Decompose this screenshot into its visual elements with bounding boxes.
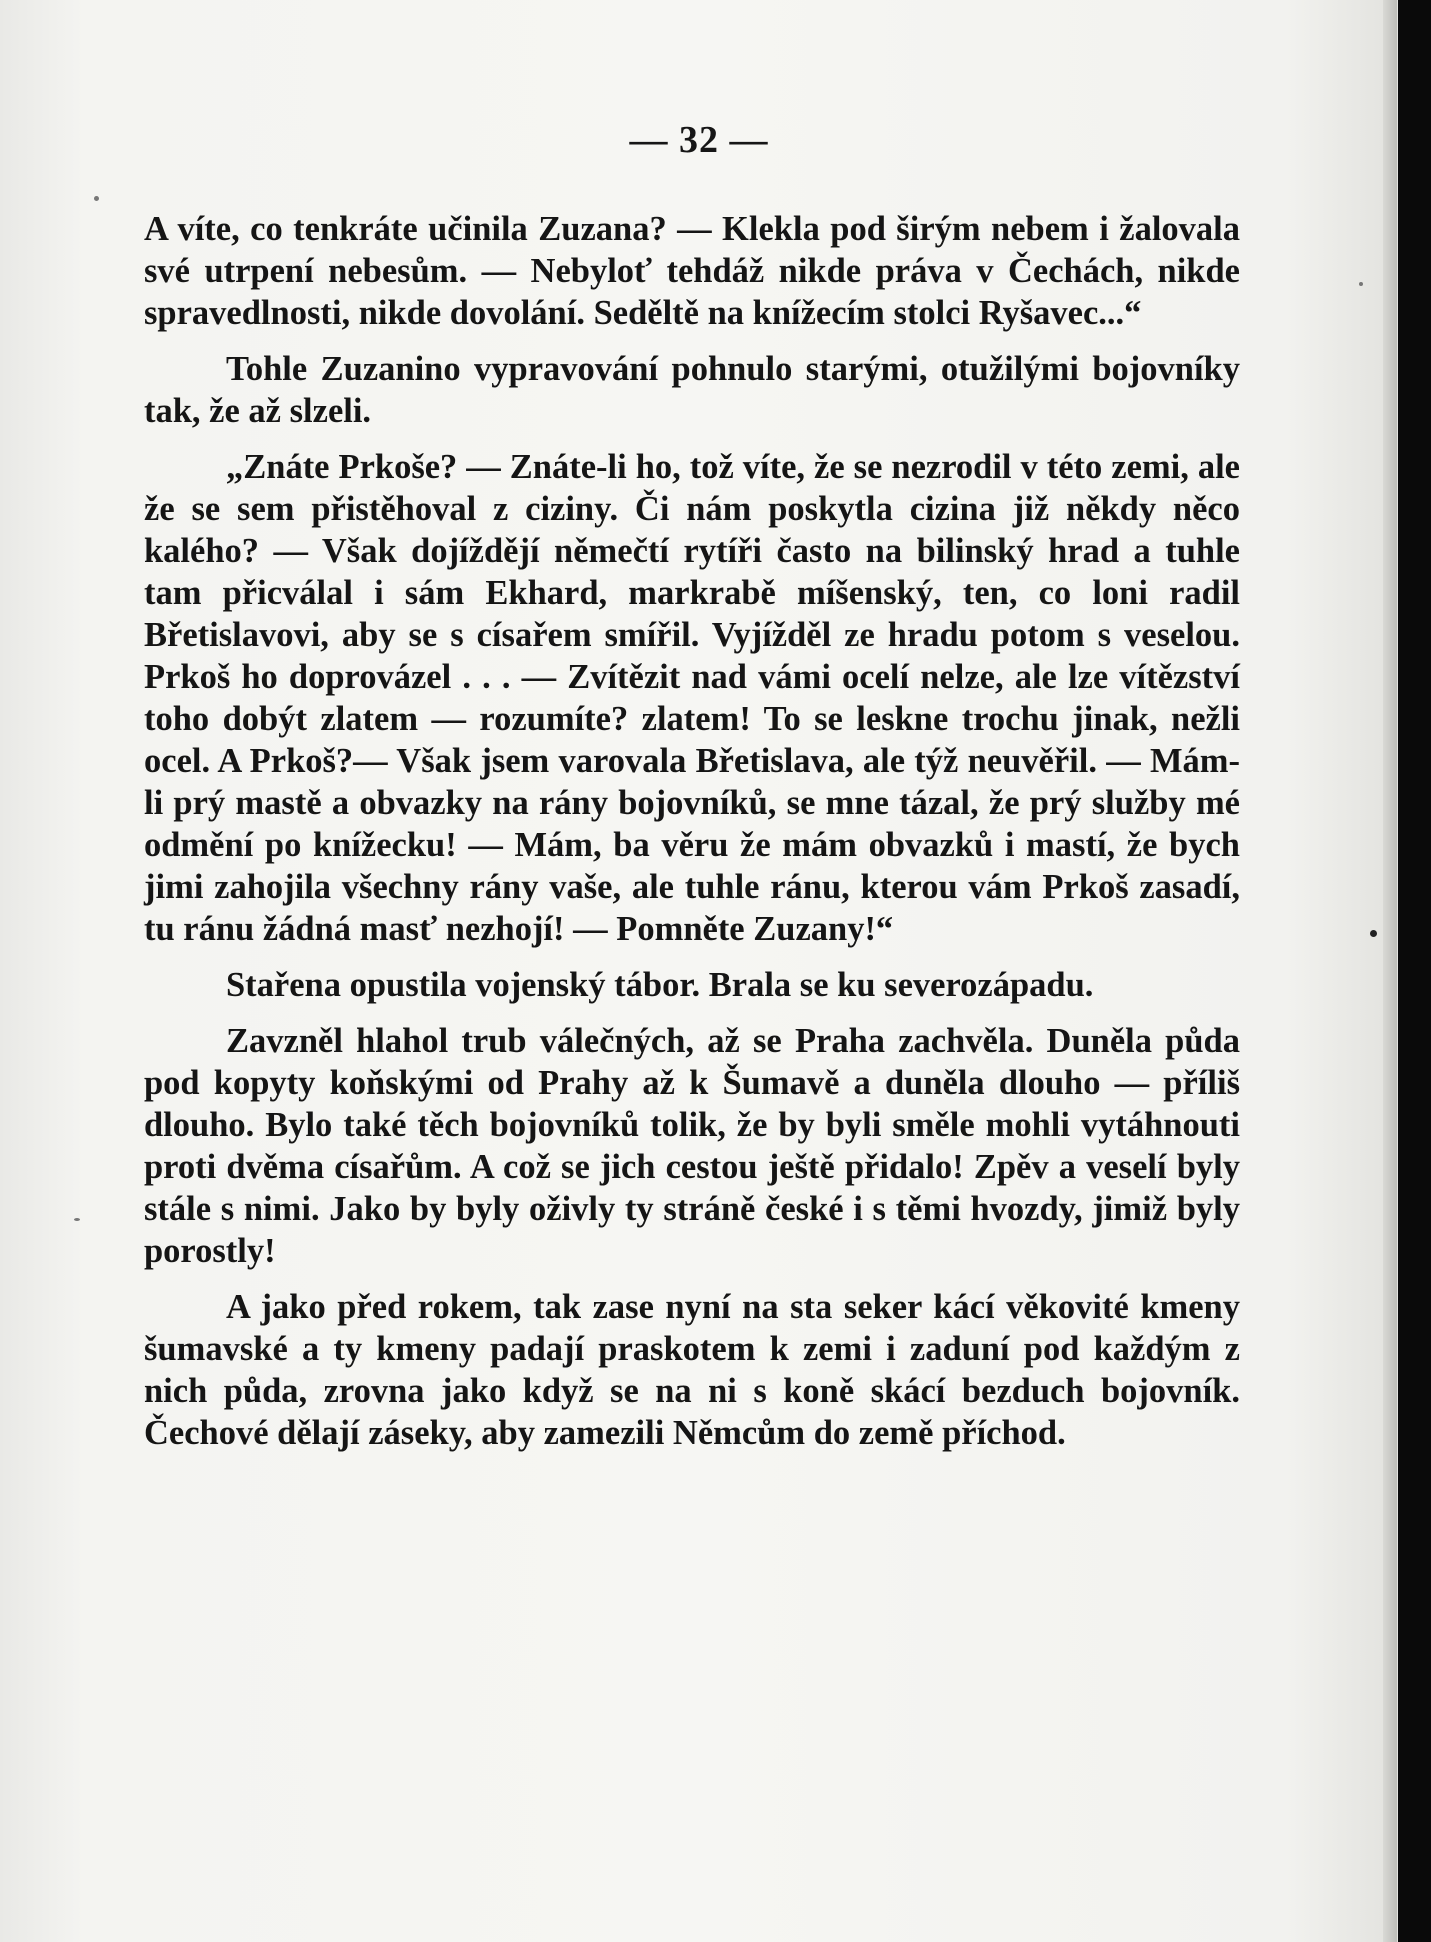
- paragraph-5: Zavzněl hlahol trub válečných, až se Praha zachvěla. Duněla půda pod kopyty koňskými od Prahy až k Šumavě a duněla dlouho — příliš dlouho. Bylo také těch bojovníků tolik, že by byli směle mohli vytáhnouti proti dvěma císařům. A což se jich cestou ještě přidalo! Zpěv a veselí byly stále s nimi. Jako by byly oživly ty stráně české i s těmi hvozdy, jimiž byly porostly!: [144, 1022, 1240, 1270]
- page-text: [144, 208, 1240, 1468]
- paragraph-4: Stařena opustila vojenský tábor. Brala se ku severozápadu.: [226, 966, 1094, 1004]
- paragraph-3: „Znáte Prkoše? — Znáte-li ho, tož víte, že se nezrodil v této zemi, ale že se sem přistěhoval z ciziny. Či nám poskytla cizina již někdy něco kalého? — Však dojíždějí němečtí rytíři často na bilinský hrad a tuhle tam přicválal i sám Ekhard, markrabě míšenský, ten, co loni radil Břetislavovi, aby se s císařem smířil. Vyjížděl ze hradu potom s veselou. Prkoš ho doprovázel . . . — Zvítězit nad vámi ocelí nelze, ale lze vítězství toho dobýt zlatem — rozumíte? zlatem! To se leskne trochu jinak, nežli ocel. A Prkoš?— Však jsem varovala Břetislava, ale týž neuvěřil. — Mám-li prý mastě a obvazky na rány bojovníků, se mne tázal, že prý služby mé odmění po knížecku! — Mám, ba věru že mám obvazků i mastí, že bych jimi zahojila všechny rány vaše, ale tuhle ránu, kterou vám Prkoš zasadí, tu ránu žádná masť nezhojí! — Pomněte Zuzany!“: [144, 448, 1240, 948]
- page-number: — 32 —: [629, 119, 769, 161]
- paragraph-1: A víte, co tenkráte učinila Zuzana? — Klekla pod širým nebem i žalovala své utrpení nebesům. — Nebyloť tehdáž nikde práva v Čechách, nikde spravedlnosti, nikde dovolání. Seděltě na knížecím stolci Ryšavec...“: [144, 210, 1240, 332]
- paper-speck: [94, 196, 99, 201]
- paragraph-2: Tohle Zuzanino vypravování pohnulo starými, otužilými bojovníky tak, že až slzeli.: [144, 350, 1240, 430]
- paper-speck: [1359, 282, 1363, 286]
- paper-speck: [74, 1218, 80, 1221]
- page-edge-shadow: [1383, 0, 1397, 1942]
- paragraph-6: A jako před rokem, tak zase nyní na sta seker kácí věkovité kmeny šumavské a ty kmeny padají praskotem k zemi i zaduní pod každým z nich půda, zrovna jako když se na ni s koně skácí bezduch bojovník. Čechové dělají záseky, aby zamezili Němcům do země příchod.: [144, 1288, 1240, 1452]
- paper-speck: [1370, 930, 1377, 937]
